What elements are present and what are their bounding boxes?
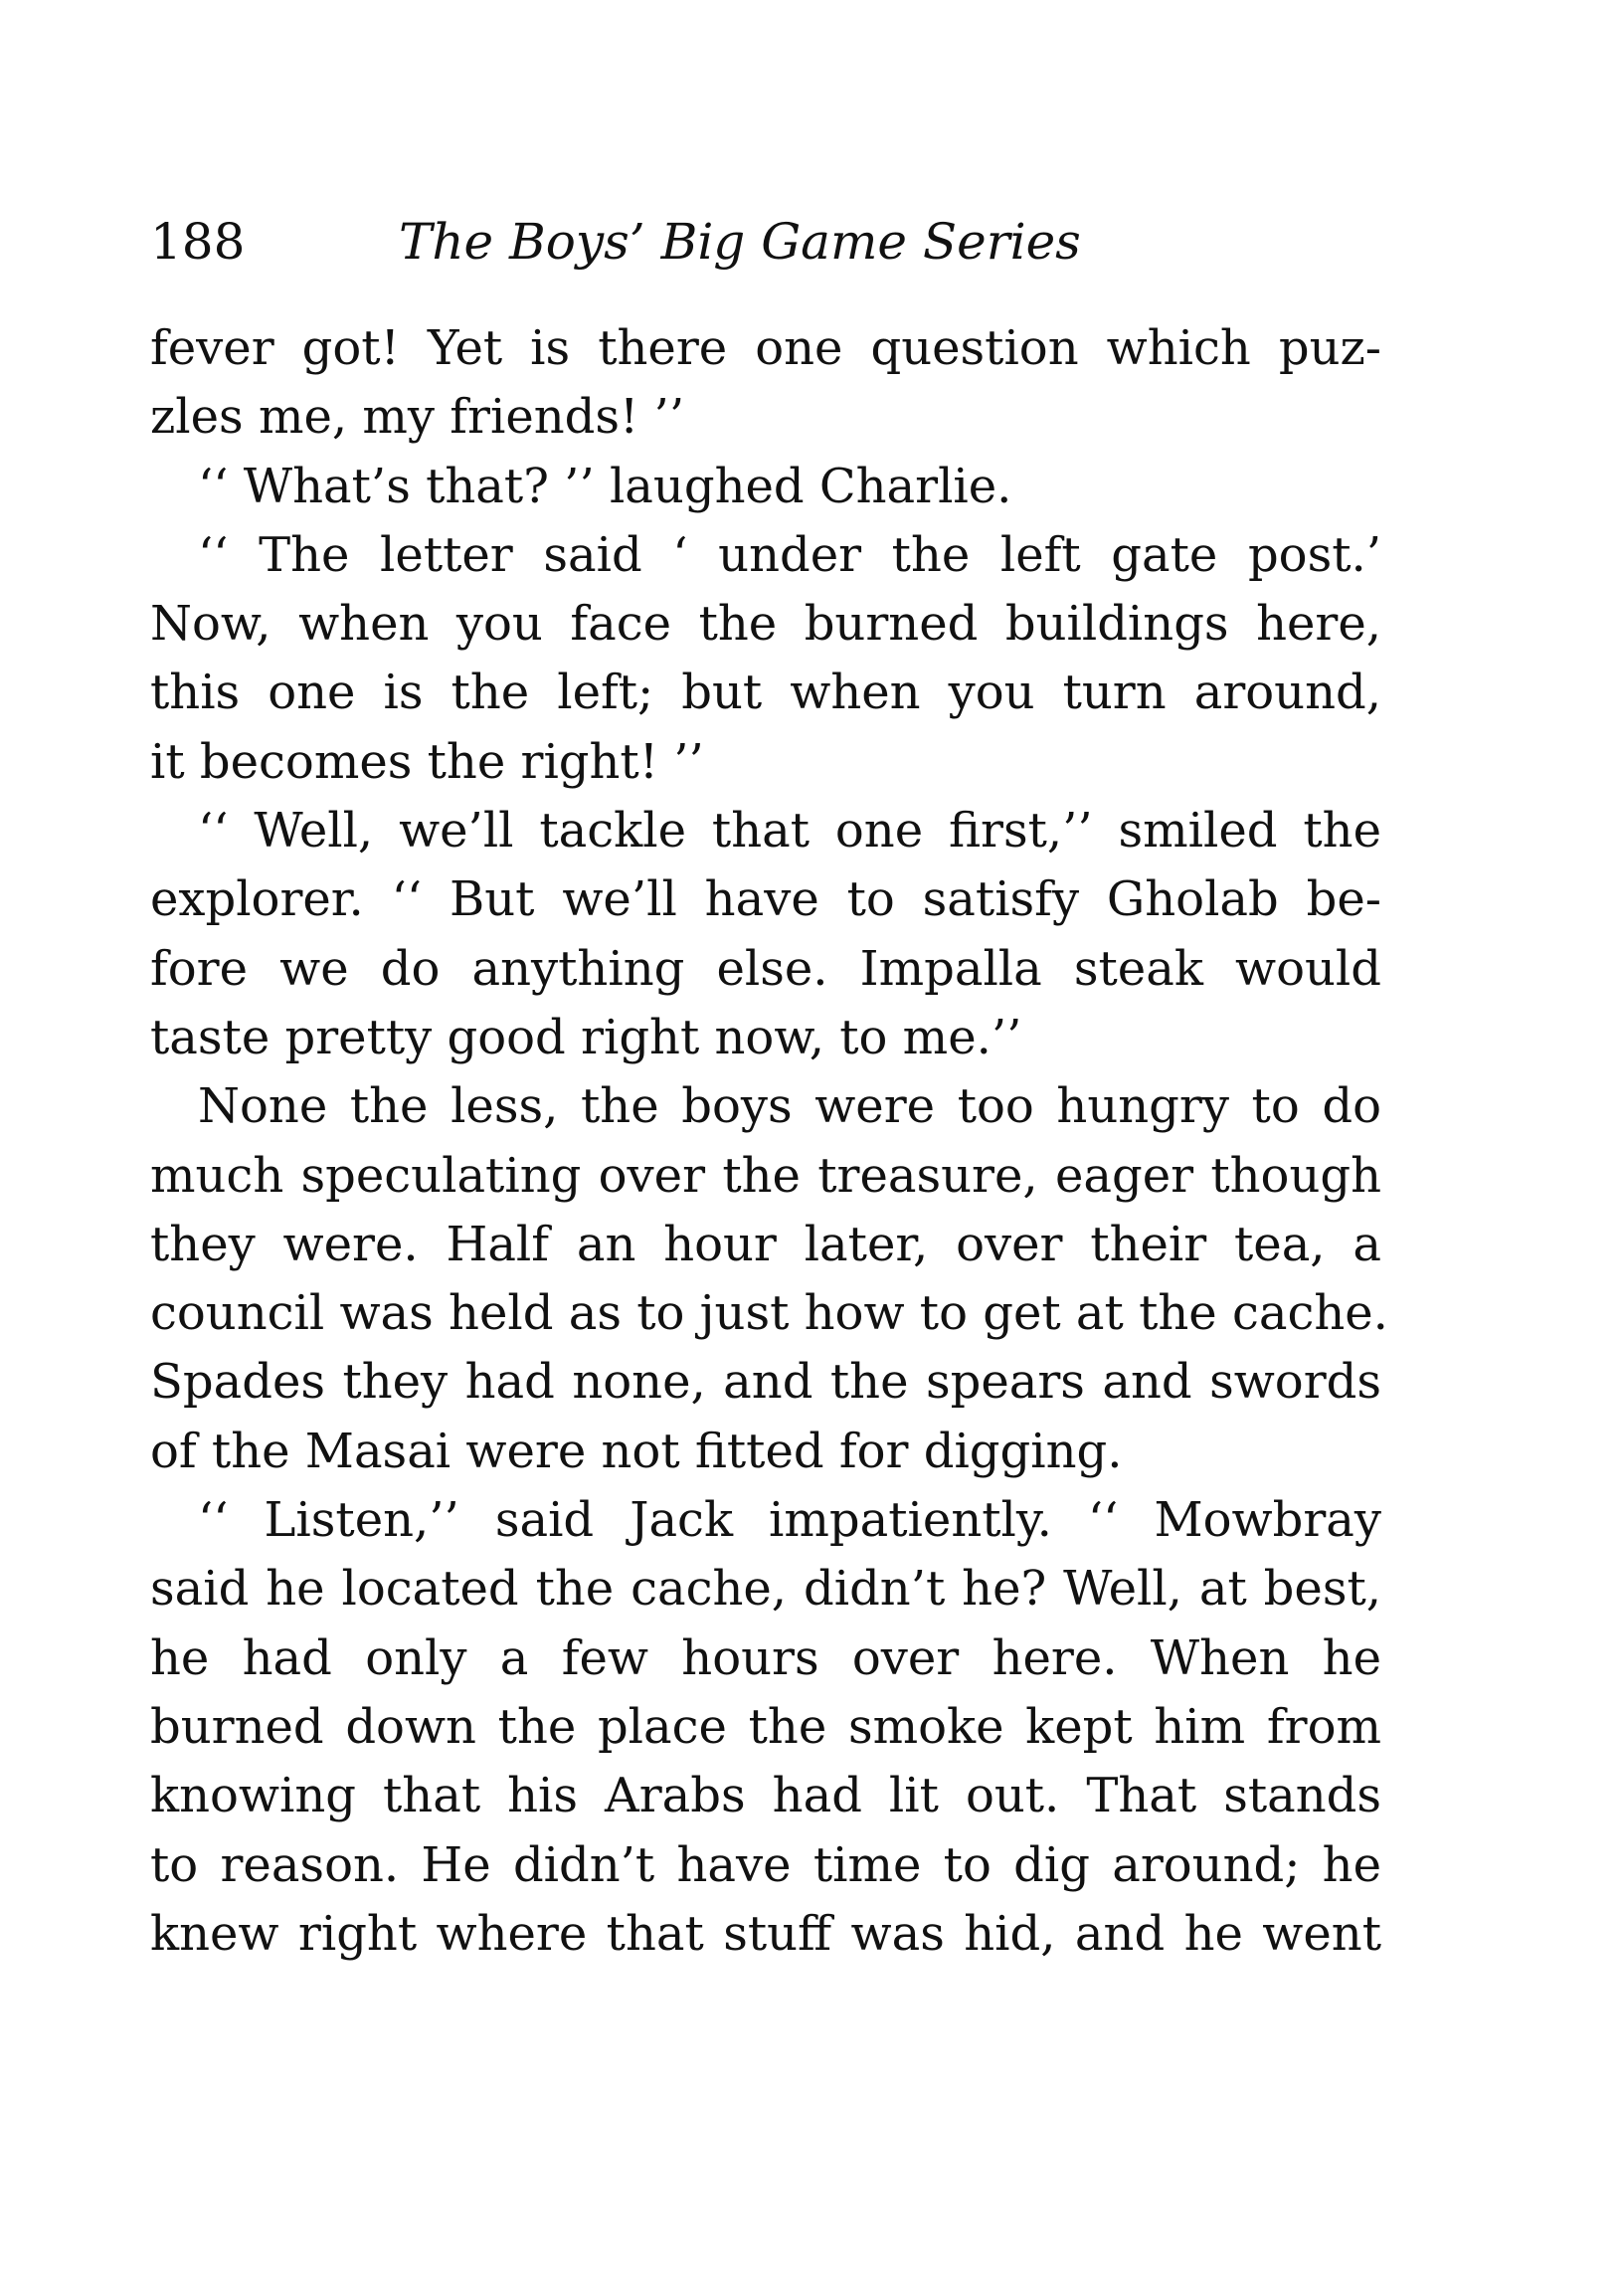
text-line: Now, when you face the burned buildings here, (150, 596, 1381, 653)
text-line: fore we do anything else. Impalla steak would (150, 940, 1381, 997)
text-line: council was held as to just how to get at the cache. (150, 1285, 1388, 1342)
text-line: ‘‘ Listen,’’ said Jack impatiently. ‘‘ Mowbray (198, 1492, 1381, 1549)
text-line: this one is the left; but when you turn around, (150, 665, 1381, 721)
page-number: 188 (150, 213, 246, 271)
text-line: Spades they had none, and the spears and swords (150, 1354, 1381, 1411)
text-line: much speculating over the treasure, eager though (150, 1147, 1381, 1204)
text-line: they were. Half an hour later, over their tea, a (150, 1216, 1381, 1272)
text-line: ‘‘ What’s that? ’’ laughed Charlie. (198, 458, 1012, 514)
body-text (150, 314, 1388, 1969)
text-line: None the less, the boys were too hungry to do (198, 1078, 1381, 1135)
text-line: it becomes the right! ’’ (150, 733, 704, 790)
text-line: explorer. ‘‘ But we’ll have to satisfy Gholab be- (150, 871, 1381, 928)
text-line: to reason. He didn’t have time to dig around; he (150, 1836, 1381, 1893)
text-line: he had only a few hours over here. When he (150, 1629, 1381, 1686)
running-title: The Boys’ Big Game Series (399, 213, 1081, 271)
text-line: knowing that his Arabs had lit out. That stands (150, 1768, 1381, 1824)
text-line: of the Masai were not fitted for digging. (150, 1423, 1123, 1479)
text-line: knew right where that stuff was hid, and he went (150, 1905, 1381, 1962)
page-header (150, 207, 1383, 277)
text-line: taste pretty good right now, to me.’’ (150, 1009, 1022, 1065)
text-line: said he located the cache, didn’t he? Well, at best, (150, 1561, 1381, 1618)
text-line: fever got! Yet is there one question which puz- (150, 320, 1381, 376)
text-line: ‘‘ Well, we’ll tackle that one first,’’ smiled the (198, 803, 1381, 859)
text-line: burned down the place the smoke kept him from (150, 1698, 1381, 1755)
text-line: ‘‘ The letter said ‘ under the left gate post.’ (198, 526, 1381, 583)
text-line: zles me, my friends! ’’ (150, 389, 685, 446)
